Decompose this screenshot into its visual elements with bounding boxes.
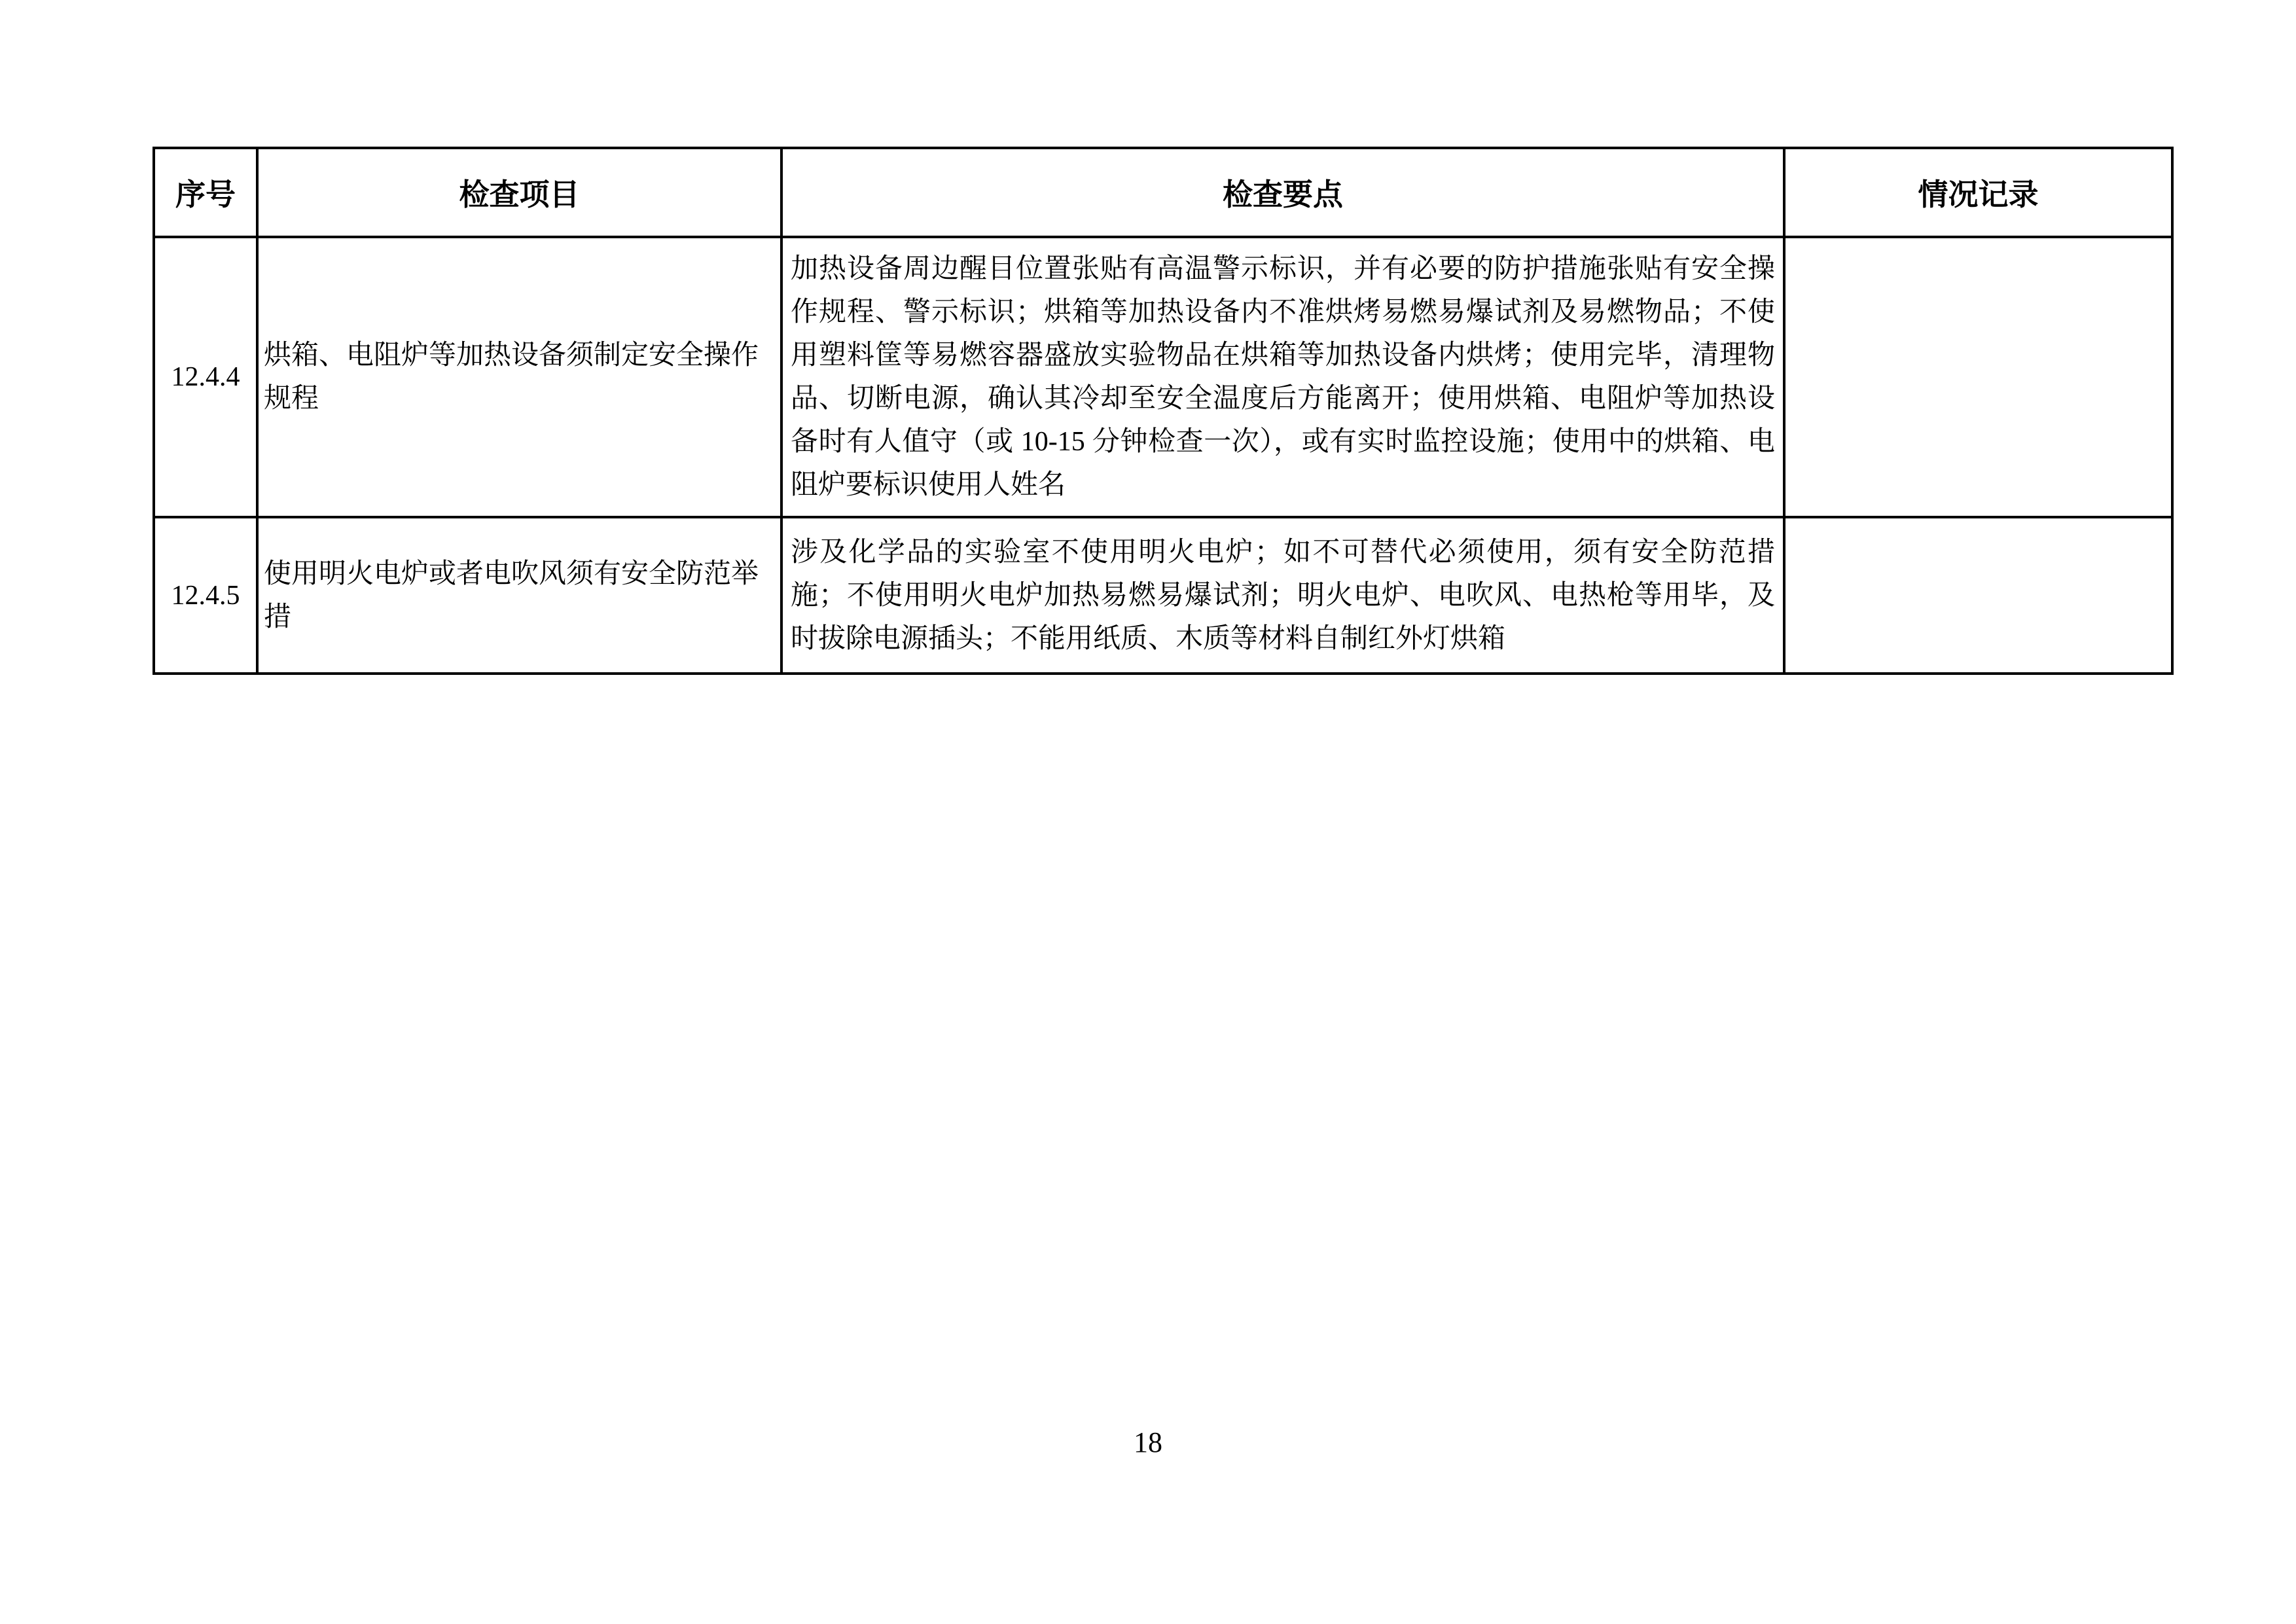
- table-row: [154, 517, 2172, 674]
- inspection-points-cell: 加热设备周边醒目位置张贴有高温警示标识，并有必要的防护措施张贴有安全操作规程、警示标识；烘箱等加热设备内不准烘烤易燃易爆试剂及易燃物品；不使用塑料筐等易燃容器盛放实验物品在烘箱等加热设备内烘烤；使用完毕，清理物品、切断电源，确认其冷却至安全温度后方能离开；使用烘箱、电阻炉等加热设备时有人值守（或 10-15 分钟检查一次），或有实时监控设施；使用中的烘箱、电阻炉要标识使用人姓名: [781, 237, 1784, 517]
- page-number: 18: [1134, 1426, 1162, 1458]
- inspection-points-cell: 涉及化学品的实验室不使用明火电炉；如不可替代必须使用，须有安全防范措施；不使用明火电炉加热易燃易爆试剂；明火电炉、电吹风、电热枪等用毕，及时拔除电源插头；不能用纸质、木质等材料自制红外灯烘箱: [781, 517, 1784, 674]
- header-inspection-item: 检查项目: [257, 148, 781, 237]
- inspection-item-cell: 使用明火电炉或者电吹风须有安全防范举措: [257, 517, 781, 674]
- situation-record-cell: [1784, 237, 2172, 517]
- header-situation-record: 情况记录: [1784, 148, 2172, 237]
- header-inspection-points: 检查要点: [781, 148, 1784, 237]
- serial-number-cell: 12.4.4: [154, 237, 257, 517]
- inspection-item-cell: 烘箱、电阻炉等加热设备须制定安全操作规程: [257, 237, 781, 517]
- table-row: [154, 237, 2172, 517]
- situation-record-cell: [1784, 517, 2172, 674]
- serial-number-cell: 12.4.5: [154, 517, 257, 674]
- header-serial-number: 序号: [154, 148, 257, 237]
- table-header-row: [154, 148, 2172, 237]
- inspection-table: [152, 147, 2174, 675]
